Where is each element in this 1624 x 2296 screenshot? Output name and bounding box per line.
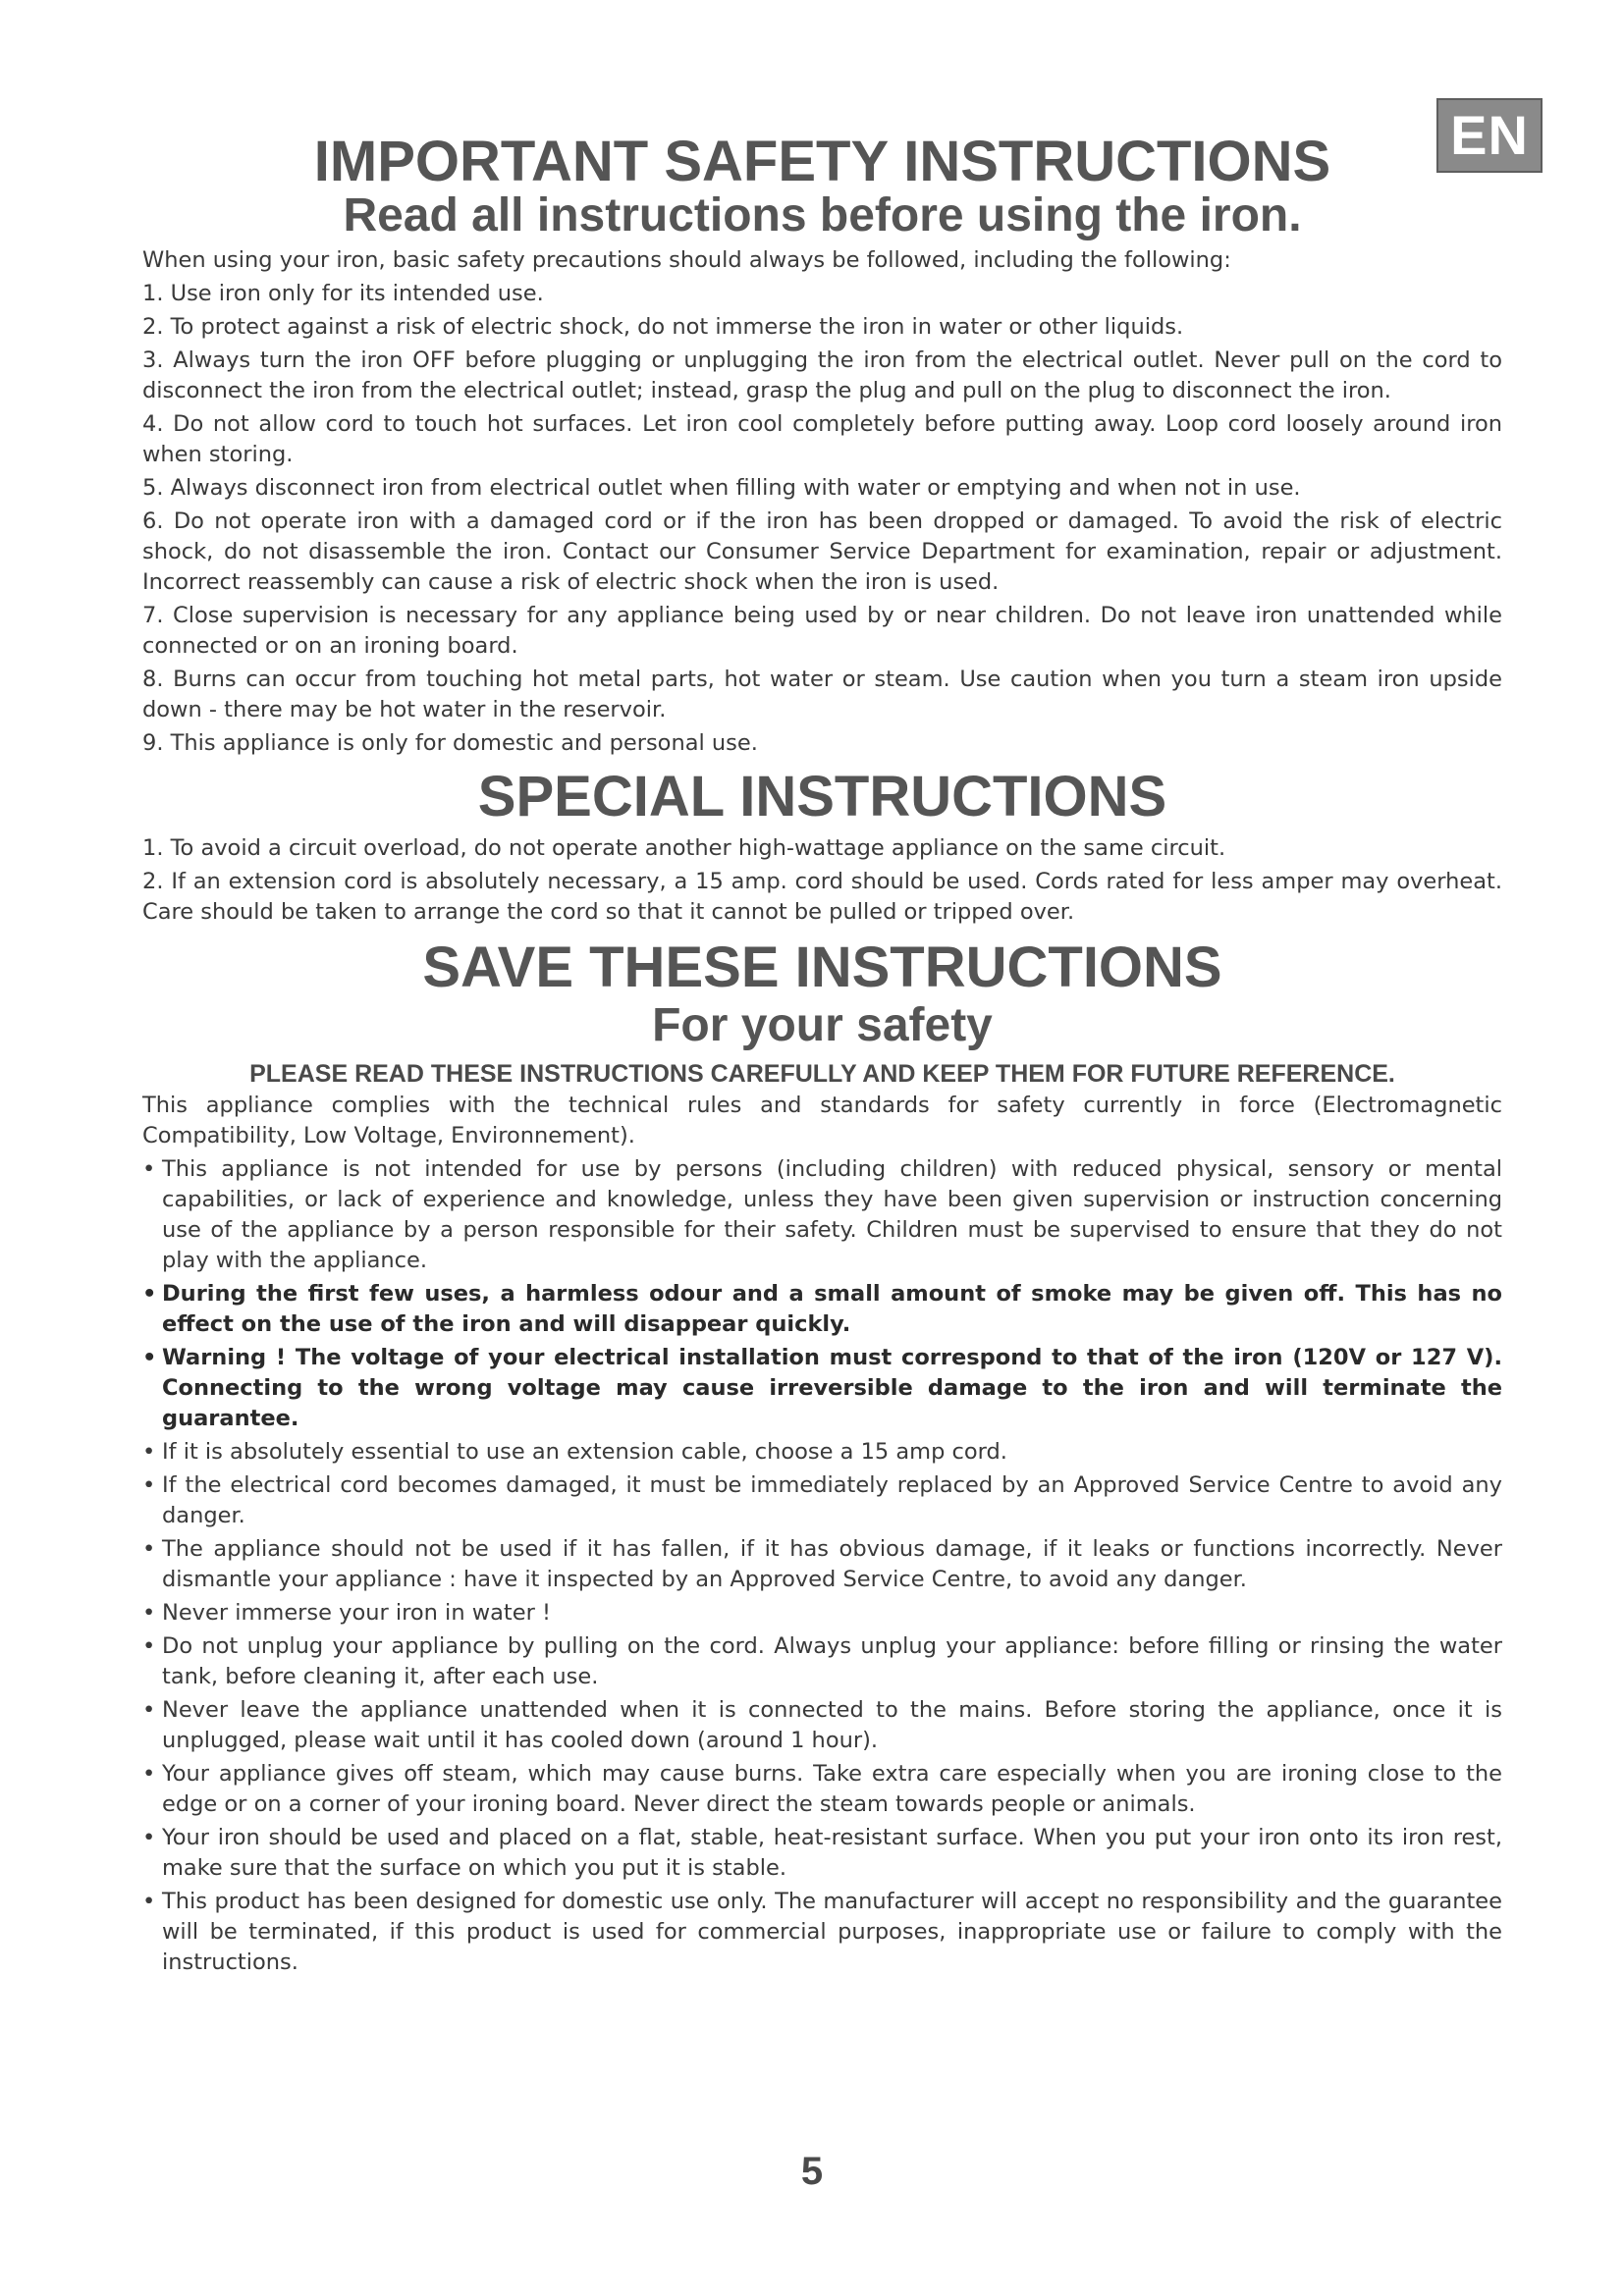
page-content: [142, 0, 1502, 1981]
bullet-text: Never immerse your iron in water !: [162, 1600, 552, 1626]
special-title: SPECIAL INSTRUCTIONS: [477, 765, 1167, 828]
list-item: [142, 1279, 1502, 1340]
bullet-icon: •: [142, 1825, 156, 1850]
language-badge: EN: [1436, 98, 1543, 173]
bullet-icon: •: [142, 1472, 156, 1498]
list-item: 7. Close supervision is necessary for any appliance being used by or near children. Do not leave iron unattended while connected or on an ironing board.: [142, 603, 1502, 659]
list-item: 8. Burns can occur from touching hot metal parts, hot water or steam. Use caution when you turn a steam iron upside down - there may be hot water in the reservoir.: [142, 667, 1502, 722]
list-item: 1. To avoid a circuit overload, do not operate another high-wattage appliance on the same circuit.: [142, 835, 1226, 861]
save-intro: This appliance complies with the technical rules and standards for safety currently in force (Electromagnetic Compatibility, Low Voltage, Environnement).: [142, 1093, 1502, 1148]
bullet-text: Never leave the appliance unattended when it is connected to the mains. Before storing the appliance, once it is unplugged, please wait until it has cooled down (around 1 hour).: [162, 1697, 1502, 1753]
list-item: [142, 1887, 1502, 1978]
save-subtitle: For your safety: [652, 999, 993, 1051]
list-item: [142, 1437, 1502, 1468]
list-item: [142, 1534, 1502, 1595]
bullet-text: Warning ! The voltage of your electrical installation must correspond to that of the iron (120V or 127 V). Connecting to the wrong voltage may cause irreversible damage to the iron and will terminate the guarantee.: [162, 1345, 1502, 1431]
bullet-text: This product has been designed for domestic use only. The manufacturer will accept no responsibility and the guarantee will be terminated, if this product is used for commercial purposes, inappropriate use or failure to comply with the instructions.: [162, 1889, 1502, 1975]
bullet-text: Your iron should be used and placed on a flat, stable, heat-resistant surface. When you put your iron onto its iron rest, make sure that the surface on which you put it is stable.: [162, 1825, 1502, 1881]
list-item: [142, 1343, 1502, 1434]
save-title: SAVE THESE INSTRUCTIONS: [422, 935, 1222, 999]
list-item: [142, 1598, 1502, 1629]
safety-list: [142, 279, 1502, 759]
bullet-icon: •: [142, 1633, 156, 1659]
safety-title: IMPORTANT SAFETY INSTRUCTIONS: [313, 130, 1331, 193]
bullet-icon: •: [142, 1889, 156, 1914]
list-item: [142, 1695, 1502, 1756]
save-section: [142, 935, 1502, 1978]
list-item: 1. Use iron only for its intended use.: [142, 281, 544, 306]
bullet-icon: •: [142, 1536, 156, 1562]
bullet-text: Your appliance gives off steam, which may cause burns. Take extra care especially when you are ironing close to the edge or on a corner of your ironing board. Never direct the steam towards people or animals.: [162, 1761, 1502, 1817]
bullet-text: The appliance should not be used if it has fallen, if it has obvious damage, if it leaks or functions incorrectly. Never dismantle your appliance : have it inspected by an Approved Service Centre, to avoid any danger.: [162, 1536, 1502, 1592]
list-item: [142, 1470, 1502, 1531]
bullet-icon: •: [142, 1281, 157, 1307]
bullet-icon: •: [142, 1156, 156, 1182]
bullet-icon: •: [142, 1761, 156, 1787]
list-item: 5. Always disconnect iron from electrical outlet when filling with water or emptying and when not in use.: [142, 475, 1301, 501]
list-item: 9. This appliance is only for domestic and personal use.: [142, 730, 758, 756]
special-section: [142, 765, 1502, 928]
bullet-icon: •: [142, 1439, 156, 1465]
list-item: 4. Do not allow cord to touch hot surfaces. Let iron cool completely before putting away. Loop cord loosely around iron when storing.: [142, 411, 1502, 467]
save-notice: PLEASE READ THESE INSTRUCTIONS CAREFULLY AND KEEP THEM FOR FUTURE REFERENCE.: [249, 1060, 1395, 1088]
list-item: 3. Always turn the iron OFF before plugging or unplugging the iron from the electrical outlet. Never pull on the cord to disconnect the iron from the electrical outlet; instead, grasp the plug and pull on the plug to disconnect the iron.: [142, 347, 1502, 403]
bullet-icon: •: [142, 1600, 156, 1626]
list-item: 6. Do not operate iron with a damaged cord or if the iron has been dropped or damaged. To avoid the risk of electric shock, do not disassemble the iron. Contact our Consumer Service Department for examination, repair or adjustment. Incorrect reassembly can cause a risk of electric shock when the iron is used.: [142, 508, 1502, 595]
list-item: [142, 1759, 1502, 1820]
list-item: 2. To protect against a risk of electric shock, do not immerse the iron in water or other liquids.: [142, 314, 1184, 340]
bullet-text: This appliance is not intended for use by persons (including children) with reduced physical, sensory or mental capabilities, or lack of experience and knowledge, unless they have been given supervision or instruction concerning use of the appliance by a person responsible for their safety. Children must be supervised to ensure that they do not play with the appliance.: [162, 1156, 1502, 1273]
bullet-icon: •: [142, 1345, 157, 1370]
bullet-text: If the electrical cord becomes damaged, it must be immediately replaced by an Approved Service Centre to avoid any danger.: [162, 1472, 1502, 1528]
list-item: 2. If an extension cord is absolutely necessary, a 15 amp. cord should be used. Cords rated for less amper may overheat. Care should be taken to arrange the cord so that it cannot be pulled or tripped over.: [142, 869, 1502, 925]
safety-subtitle: Read all instructions before using the iron.: [343, 189, 1302, 241]
list-item: [142, 1631, 1502, 1692]
save-bullets: [142, 1154, 1502, 1978]
safety-intro: When using your iron, basic safety precautions should always be followed, including the following:: [142, 247, 1231, 273]
safety-section: [142, 0, 1502, 759]
special-list: [142, 833, 1502, 928]
bullet-text: During the first few uses, a harmless odour and a small amount of smoke may be given off. This has no effect on the use of the iron and will disappear quickly.: [162, 1281, 1502, 1337]
bullet-text: Do not unplug your appliance by pulling on the cord. Always unplug your appliance: before filling or rinsing the water tank, before cleaning it, after each use.: [162, 1633, 1502, 1689]
bullet-text: If it is absolutely essential to use an extension cable, choose a 15 amp cord.: [162, 1439, 1007, 1465]
list-item: [142, 1154, 1502, 1276]
list-item: [142, 1823, 1502, 1884]
page-number: 5: [800, 2150, 824, 2193]
bullet-icon: •: [142, 1697, 156, 1723]
